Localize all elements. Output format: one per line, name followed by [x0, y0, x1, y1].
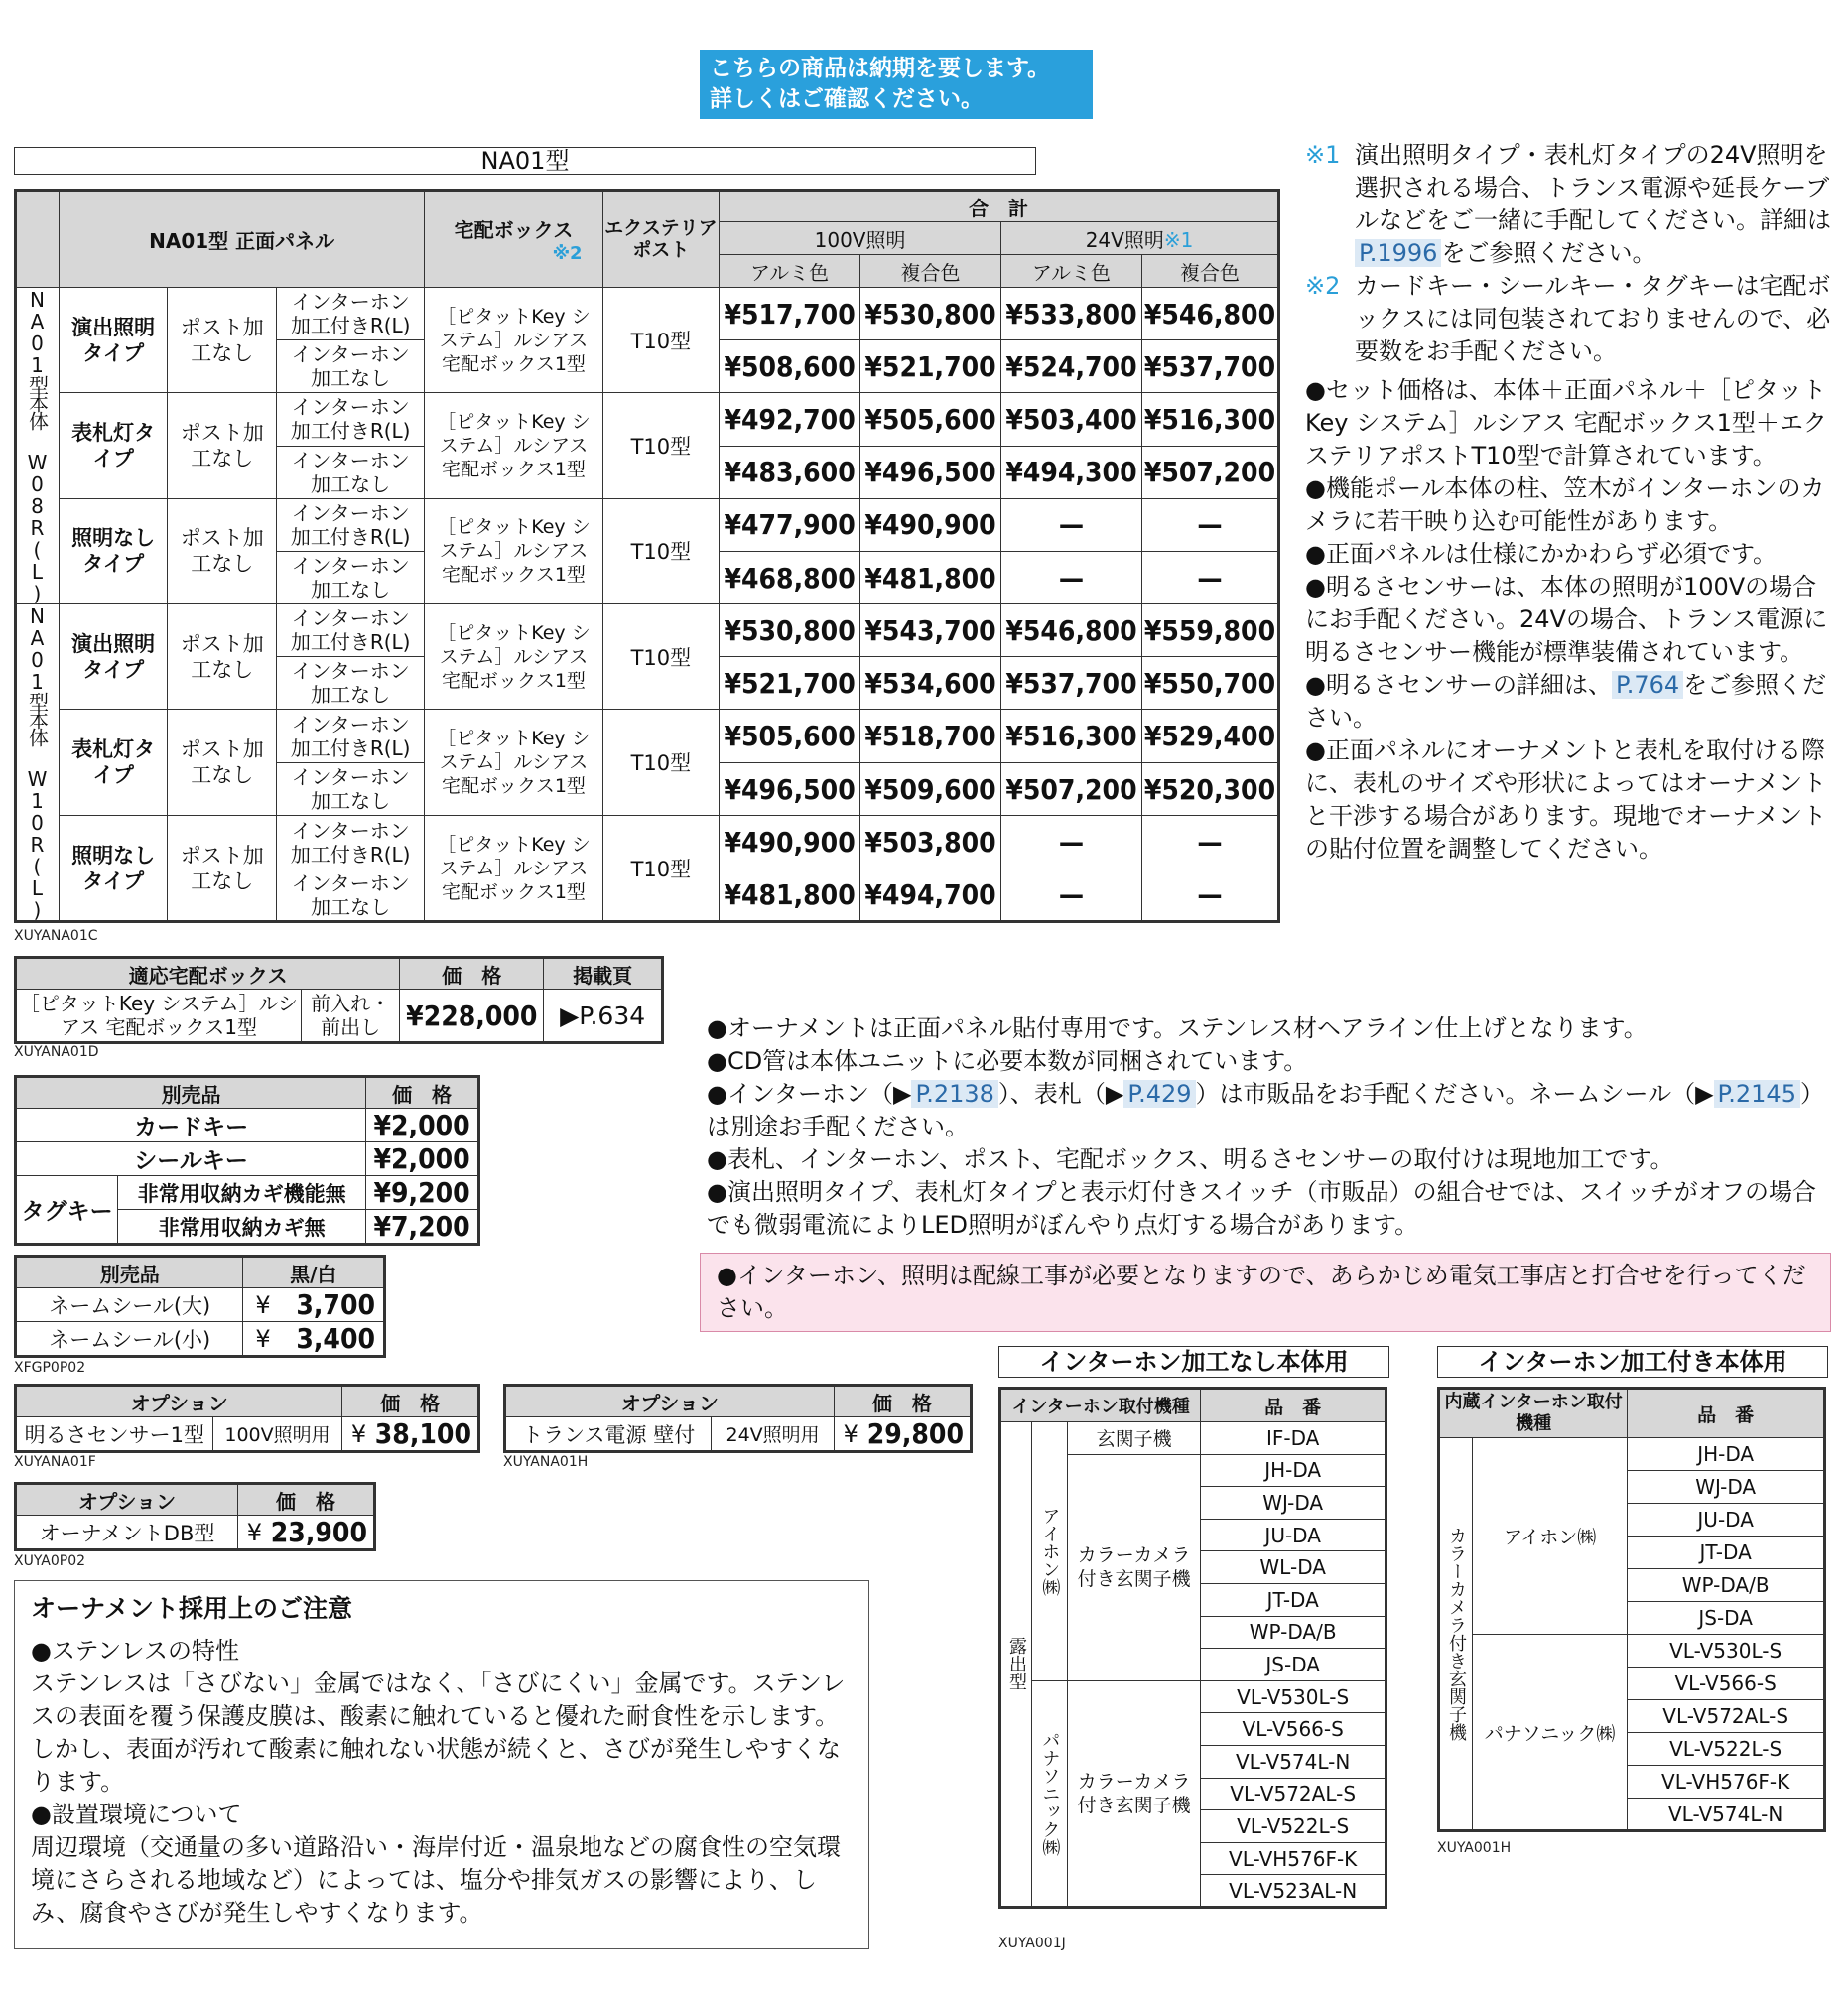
- ic2-row: [1439, 1438, 1825, 1471]
- intercom-ref-link[interactable]: P.2138: [911, 1080, 997, 1108]
- price-cell: ¥496,500: [860, 446, 1001, 498]
- intercom-option: インターホン加工なし: [276, 446, 424, 498]
- price-cell: ¥543,700: [860, 604, 1001, 657]
- price-cell: ¥505,600: [720, 710, 860, 763]
- price-cell: ¥509,600: [860, 763, 1001, 816]
- price-cell: ¥516,300: [1141, 393, 1278, 447]
- option-brightness-sensor-table: [14, 1384, 480, 1453]
- nameseal-small-price: 3,400: [283, 1322, 385, 1357]
- separate-items-keys-table: [14, 1075, 480, 1246]
- ic1-maker-panasonic: パナソニック㈱: [1031, 1680, 1067, 1907]
- exterior-post: T10型: [602, 498, 720, 604]
- price-cell: —: [1001, 816, 1142, 869]
- header-24v-note: ※1: [1163, 227, 1194, 252]
- ic1-part: IF-DA: [1201, 1422, 1386, 1455]
- ic1-color-cam: カラーカメラ付き玄関子機: [1067, 1680, 1201, 1907]
- price-cell: ¥494,700: [860, 869, 1001, 922]
- intercom-option: インターホン加工付きR(L): [276, 498, 424, 552]
- post-type: ポスト加工なし: [168, 604, 277, 710]
- price-row: [16, 288, 1279, 340]
- ic2-part: WJ-DA: [1628, 1471, 1825, 1504]
- header-box-note: ※2: [552, 243, 583, 264]
- exterior-post: T10型: [602, 393, 720, 499]
- price-row: [16, 604, 1279, 657]
- header-corner: [16, 191, 60, 288]
- ornament-caution-box: [14, 1580, 869, 1949]
- ic1-part: VL-V574L-N: [1201, 1745, 1386, 1778]
- note-commercial-d: ）は別途お手配ください。: [707, 1080, 1824, 1140]
- ic2-part: JH-DA: [1628, 1438, 1825, 1471]
- sensor-ref-link[interactable]: P.764: [1612, 671, 1683, 699]
- nameseal-large-price: 3,700: [283, 1288, 385, 1322]
- exterior-post: T10型: [602, 816, 720, 922]
- ic2-header-model: 内蔵インターホン取付機種: [1439, 1389, 1628, 1438]
- post-type: ポスト加工なし: [168, 816, 277, 922]
- price-cell: ¥517,700: [720, 288, 860, 340]
- nameseal-small-name: ネームシール(小): [16, 1322, 243, 1357]
- price-cell: ¥468,800: [720, 552, 860, 604]
- intercom-none-table: [998, 1387, 1387, 1909]
- ic2-part: VL-V522L-S: [1628, 1733, 1825, 1766]
- opt2-yen: ¥: [834, 1417, 866, 1452]
- price-cell: ¥496,500: [720, 763, 860, 816]
- ic1-part: VL-VH576F-K: [1201, 1842, 1386, 1875]
- ic2-part: JT-DA: [1628, 1537, 1825, 1569]
- ic2-part: WP-DA/B: [1628, 1569, 1825, 1602]
- tag-key-no-emergency-price: ¥7,200: [366, 1210, 479, 1245]
- opt1-header-price: 価 格: [342, 1386, 479, 1417]
- price-cell: ¥520,300: [1141, 763, 1278, 816]
- price-cell: ¥503,800: [860, 816, 1001, 869]
- middle-notes: [707, 1012, 1833, 1242]
- price-cell: ¥483,600: [720, 446, 860, 498]
- intercom-option: インターホン加工付きR(L): [276, 710, 424, 763]
- ic1-part: VL-V523AL-N: [1201, 1875, 1386, 1908]
- price-cell: ¥559,800: [1141, 604, 1278, 657]
- intercom-option: インターホン加工付きR(L): [276, 816, 424, 869]
- option-ornament-table: [14, 1482, 376, 1551]
- price-cell: ¥508,600: [720, 340, 860, 393]
- ic2-row: [1439, 1635, 1825, 1668]
- nameplate-ref-link[interactable]: P.429: [1123, 1080, 1195, 1108]
- banner-line-2: 詳しくはご確認ください。: [710, 86, 984, 112]
- exterior-post: T10型: [602, 710, 720, 816]
- ic2-part: VL-V530L-S: [1628, 1635, 1825, 1668]
- price-cell: ¥537,700: [1001, 657, 1142, 710]
- ic2-header-part: 品 番: [1628, 1389, 1825, 1438]
- price-cell: ¥518,700: [860, 710, 1001, 763]
- header-box: [425, 191, 602, 288]
- price-row: [16, 710, 1279, 763]
- right-notes: [1305, 139, 1833, 866]
- post-type: ポスト加工なし: [168, 288, 277, 393]
- lighting-type: 表札灯タイプ: [59, 710, 168, 816]
- bullet-camera: ●機能ポール本体の柱、笠木がインターホンのカメラに若干映り込む可能性があります。: [1305, 474, 1825, 535]
- note-1-ref-link[interactable]: P.1996: [1355, 239, 1441, 267]
- bullet-panel-required: ●正面パネルは仕様にかかわらず必須です。: [1305, 540, 1778, 568]
- bullet-sensor-detail: [1305, 669, 1833, 735]
- box-option: 前入れ・前出し: [301, 990, 399, 1043]
- ic1-part: VL-V572AL-S: [1201, 1778, 1386, 1810]
- price-cell: —: [1141, 552, 1278, 604]
- price-cell: ¥529,400: [1141, 710, 1278, 763]
- intercom-built-code: XUYA001H: [1437, 1840, 1512, 1856]
- ic1-genkan: 玄関子機: [1067, 1422, 1201, 1455]
- tag-key-label: タグキー: [16, 1176, 118, 1245]
- intercom-option: インターホン加工なし: [276, 869, 424, 922]
- lighting-type: 演出照明タイプ: [59, 604, 168, 710]
- banner-line-1: こちらの商品は納期を要します。: [710, 56, 1051, 81]
- note-onsite: ●表札、インターホン、ポスト、宅配ボックス、明るさセンサーの取付けは現地加工です。: [707, 1145, 1674, 1173]
- delivery-box: ［ピタットKey システム］ルシアス宅配ボックス1型: [425, 498, 602, 604]
- price-cell: ¥477,900: [720, 498, 860, 552]
- header-fukugo-24: 複合色: [1141, 255, 1278, 288]
- price-cell: ¥490,900: [860, 498, 1001, 552]
- opt1-name: 明るさセンサー1型: [16, 1417, 213, 1452]
- post-type: ポスト加工なし: [168, 393, 277, 499]
- delivery-box: ［ピタットKey システム］ルシアス宅配ボックス1型: [425, 604, 602, 710]
- price-cell: ¥530,800: [860, 288, 1001, 340]
- product-title: [14, 147, 1036, 175]
- intercom-none-code: XUYA001J: [998, 1936, 1066, 1951]
- delivery-box-table: [14, 956, 664, 1044]
- opt1-yen: ¥: [342, 1417, 375, 1452]
- note-1-end: をご参照ください。: [1441, 239, 1656, 267]
- note-commercial-a: ●インターホン（▶: [707, 1080, 912, 1108]
- box-header-page: 掲載頁: [544, 958, 663, 990]
- delivery-box: ［ピタットKey システム］ルシアス宅配ボックス1型: [425, 393, 602, 499]
- opt1-code: XUYANA01F: [14, 1454, 96, 1470]
- option-transformer-table: [503, 1384, 973, 1453]
- ic1-part: WP-DA/B: [1201, 1616, 1386, 1649]
- price-cell: —: [1141, 816, 1278, 869]
- opt2-sub: 24V照明用: [712, 1417, 834, 1452]
- price-cell: —: [1001, 552, 1142, 604]
- seal-key-name: シールキー: [16, 1142, 366, 1176]
- box-header-price: 価 格: [400, 958, 544, 990]
- nameseal-code: XFGP0P02: [14, 1360, 86, 1376]
- ic1-color-cam: カラーカメラ付き玄関子機: [1067, 1454, 1201, 1680]
- note-commercial-b: ）、表札（▶: [997, 1080, 1124, 1108]
- bullet-sensor: ●明るさセンサーは、本体の照明が100Vの場合にお手配ください。24Vの場合、トランス電源に明るさセンサー機能が標準装備されています。: [1305, 573, 1828, 666]
- post-type: ポスト加工なし: [168, 498, 277, 604]
- box-price: ¥228,000: [400, 990, 544, 1043]
- header-post: エクステリアポスト: [602, 191, 720, 288]
- lighting-type: 表札灯タイプ: [59, 393, 168, 499]
- price-cell: ¥533,800: [1001, 288, 1142, 340]
- header-fukugo-100: 複合色: [860, 255, 1001, 288]
- exterior-post: T10型: [602, 604, 720, 710]
- price-cell: ¥505,600: [860, 393, 1001, 447]
- intercom-built-table: [1437, 1387, 1826, 1832]
- intercom-option: インターホン加工付きR(L): [276, 288, 424, 340]
- price-cell: ¥516,300: [1001, 710, 1142, 763]
- header-box-label: 宅配ボックス: [454, 218, 574, 242]
- ic1-part: WL-DA: [1201, 1551, 1386, 1584]
- intercom-option: インターホン加工付きR(L): [276, 393, 424, 447]
- ic2-part: JS-DA: [1628, 1602, 1825, 1635]
- bullet-sensor-detail-end: をご参照ください。: [1305, 671, 1827, 732]
- price-cell: ¥507,200: [1141, 446, 1278, 498]
- ic2-maker-panasonic: パナソニック㈱: [1472, 1635, 1627, 1831]
- intercom-option: インターホン加工なし: [276, 552, 424, 604]
- note-commercial: [707, 1078, 1833, 1143]
- ic1-row: [1000, 1422, 1386, 1455]
- opt2-name: トランス電源 壁付: [505, 1417, 712, 1452]
- ic1-part: VL-V522L-S: [1201, 1810, 1386, 1843]
- nameseal-large-yen: ¥: [243, 1288, 283, 1322]
- price-cell: ¥492,700: [720, 393, 860, 447]
- price-cell: ¥546,800: [1141, 288, 1278, 340]
- tag-key-emergency-func-name: 非常用収納カギ機能無: [118, 1176, 366, 1210]
- price-cell: ¥481,800: [860, 552, 1001, 604]
- caution-subhead-environment: ●設置環境について: [31, 1801, 242, 1828]
- ic1-header-part: 品 番: [1201, 1389, 1386, 1422]
- card-key-price: ¥2,000: [366, 1109, 479, 1142]
- opt2-header-name: オプション: [505, 1386, 835, 1417]
- ic1-part: JH-DA: [1201, 1454, 1386, 1487]
- price-cell: ¥530,800: [720, 604, 860, 657]
- opt3-header-price: 価 格: [238, 1484, 375, 1516]
- post-type: ポスト加工なし: [168, 710, 277, 816]
- caution-subhead-stainless: ●ステンレスの特性: [31, 1637, 239, 1665]
- price-cell: ¥490,900: [720, 816, 860, 869]
- opt2-price: 29,800: [867, 1417, 972, 1452]
- ic2-part: JU-DA: [1628, 1504, 1825, 1537]
- note-2-text: カードキー・シールキー・タグキーは宅配ボックスには同包装されておりませんので、必要数をお手配ください。: [1355, 272, 1831, 365]
- nameseal-large-name: ネームシール(大): [16, 1288, 243, 1322]
- bullet-set-price: ●セット価格は、本体＋正面パネル＋［ピタットKey システム］ルシアス 宅配ボックス1型＋エクステリアポストT10型で計算されています。: [1305, 376, 1827, 469]
- body-variant-label: NA01型本体 W10R(L): [16, 604, 60, 922]
- price-cell: ¥546,800: [1001, 604, 1142, 657]
- lighting-type: 照明なしタイプ: [59, 816, 168, 922]
- opt3-name: オーナメントDB型: [16, 1516, 238, 1550]
- header-alumi-100: アルミ色: [720, 255, 860, 288]
- body-variant-label: NA01型本体 W08R(L): [16, 288, 60, 604]
- header-panel: NA01型 正面パネル: [59, 191, 424, 288]
- ic2-header-row: [1439, 1389, 1825, 1438]
- price-cell: ¥481,800: [720, 869, 860, 922]
- intercom-option: インターホン加工なし: [276, 340, 424, 393]
- separate-items-nameseal-table: [14, 1255, 386, 1358]
- nameseal-ref-link[interactable]: P.2145: [1714, 1080, 1800, 1108]
- header-24v: [1001, 222, 1279, 255]
- nameseal-small-yen: ¥: [243, 1322, 283, 1357]
- ic1-part: JS-DA: [1201, 1649, 1386, 1681]
- opt1-sub: 100V照明用: [212, 1417, 342, 1452]
- ic2-maker-aiphone: アイホン㈱: [1472, 1438, 1627, 1635]
- price-cell: ¥494,300: [1001, 446, 1142, 498]
- lighting-type: 照明なしタイプ: [59, 498, 168, 604]
- note-cd-pipe: ●CD管は本体ユニットに必要本数が同梱されています。: [707, 1047, 1308, 1075]
- delivery-box: ［ピタットKey システム］ルシアス宅配ボックス1型: [425, 710, 602, 816]
- keys-header-name: 別売品: [16, 1077, 366, 1109]
- price-cell: —: [1141, 869, 1278, 922]
- ic1-part: WJ-DA: [1201, 1487, 1386, 1520]
- price-row: [16, 498, 1279, 552]
- header-alumi-24: アルミ色: [1001, 255, 1142, 288]
- opt3-price: 23,900: [271, 1516, 375, 1550]
- nameseal-header-name: 別売品: [16, 1257, 243, 1288]
- intercom-none-title: インターホン加工なし本体用: [998, 1346, 1389, 1378]
- header-total: 合 計: [720, 191, 1279, 222]
- price-row: [16, 393, 1279, 447]
- intercom-option: インターホン加工なし: [276, 763, 424, 816]
- box-header-name: 適応宅配ボックス: [16, 958, 400, 990]
- tag-key-no-emergency-name: 非常用収納カギ無: [118, 1210, 366, 1245]
- card-key-name: カードキー: [16, 1109, 366, 1142]
- box-page-link[interactable]: ▶P.634: [544, 990, 663, 1043]
- ic1-row: [1000, 1680, 1386, 1713]
- price-cell: —: [1001, 498, 1142, 552]
- price-cell: ¥521,700: [860, 340, 1001, 393]
- wiring-warning-box: ●インターホン、照明は配線工事が必要となりますので、あらかじめ電気工事店と打合せを行ってください。: [700, 1253, 1831, 1332]
- price-cell: ¥524,700: [1001, 340, 1142, 393]
- tag-key-emergency-func-price: ¥9,200: [366, 1176, 479, 1210]
- caution-title: オーナメント採用上のご注意: [31, 1594, 353, 1623]
- ic1-part: JT-DA: [1201, 1583, 1386, 1616]
- ic1-type: 露出型: [1000, 1422, 1032, 1908]
- note-commercial-c: ）は市販品をお手配ください。ネームシール（▶: [1195, 1080, 1714, 1108]
- main-price-table: [14, 189, 1280, 923]
- opt3-code: XUYA0P02: [14, 1553, 86, 1569]
- opt2-code: XUYANA01H: [503, 1454, 589, 1470]
- intercom-built-title: インターホン加工付き本体用: [1437, 1346, 1828, 1378]
- price-cell: —: [1001, 869, 1142, 922]
- header-100v: 100V照明: [720, 222, 1001, 255]
- price-cell: ¥534,600: [860, 657, 1001, 710]
- bullet-ornament: ●正面パネルにオーナメントと表札を取付ける際に、表札のサイズや形状によってはオーナメントと干渉する場合があります。現地でオーナメントの貼付位置を調整してください。: [1305, 736, 1827, 863]
- keys-header-price: 価 格: [366, 1077, 479, 1109]
- nameseal-header-color: 黒/白: [243, 1257, 385, 1288]
- price-cell: —: [1141, 498, 1278, 552]
- note-led: ●演出照明タイプ、表札灯タイプと表示灯付きスイッチ（市販品）の組合せでは、スイッチがオフの場合でも微弱電流によりLED照明がぼんやり点灯する場合があります。: [707, 1178, 1816, 1239]
- price-row: [16, 816, 1279, 869]
- price-cell: ¥503,400: [1001, 393, 1142, 447]
- note-1-text: 演出照明タイプ・表札灯タイプの24V照明を選択される場合、トランス電源や延長ケーブルなどをご一緒に手配してください。詳細は: [1355, 141, 1831, 234]
- box-name: ［ピタットKey システム］ルシアス 宅配ボックス1型: [16, 990, 302, 1043]
- price-cell: ¥550,700: [1141, 657, 1278, 710]
- note-1: [1305, 139, 1833, 270]
- opt2-header-price: 価 格: [834, 1386, 971, 1417]
- ic2-part: VL-VH576F-K: [1628, 1766, 1825, 1799]
- note-2-mark: ※2: [1305, 272, 1341, 300]
- ic2-type: カラーカメラ付き玄関子機: [1439, 1438, 1473, 1831]
- ic1-header-row: [1000, 1389, 1386, 1422]
- note-2: [1305, 270, 1833, 368]
- price-cell: ¥537,700: [1141, 340, 1278, 393]
- ic1-maker-aiphone: アイホン㈱: [1031, 1422, 1067, 1681]
- delivery-box: ［ピタットKey システム］ルシアス宅配ボックス1型: [425, 816, 602, 922]
- bullet-sensor-detail-text: ●明るさセンサーの詳細は、: [1305, 671, 1612, 699]
- delivery-box: ［ピタットKey システム］ルシアス宅配ボックス1型: [425, 288, 602, 393]
- opt1-price: 38,100: [375, 1417, 479, 1452]
- ic1-part: VL-V530L-S: [1201, 1680, 1386, 1713]
- ic1-header-model: インターホン取付機種: [1000, 1389, 1201, 1422]
- opt3-header-name: オプション: [16, 1484, 238, 1516]
- intercom-option: インターホン加工なし: [276, 657, 424, 710]
- ic1-part: JU-DA: [1201, 1519, 1386, 1551]
- ic1-part: VL-V566-S: [1201, 1713, 1386, 1746]
- main-table-code: XUYANA01C: [14, 928, 98, 944]
- note-1-mark: ※1: [1305, 141, 1341, 169]
- opt3-yen: ¥: [238, 1516, 271, 1550]
- exterior-post: T10型: [602, 288, 720, 393]
- intercom-option: インターホン加工付きR(L): [276, 604, 424, 657]
- ic2-part: VL-V566-S: [1628, 1668, 1825, 1700]
- caution-environment-text: 周辺環境（交通量の多い道路沿い・海岸付近・温泉地などの腐食性の空気環境にさらされる地域など）によっては、塩分や排気ガスの影響により、しみ、腐食やさびが発生しやすくなります。: [31, 1833, 841, 1927]
- product-title-text: NA01型: [480, 147, 570, 175]
- ic2-part: VL-V572AL-S: [1628, 1700, 1825, 1733]
- price-cell: ¥507,200: [1001, 763, 1142, 816]
- note-ornament: ●オーナメントは正面パネル貼付専用です。ステンレス材ヘアライン仕上げとなります。: [707, 1014, 1648, 1042]
- price-cell: ¥521,700: [720, 657, 860, 710]
- opt1-header-name: オプション: [16, 1386, 342, 1417]
- box-table-code: XUYANA01D: [14, 1044, 99, 1060]
- caution-stainless-text: ステンレスは「さびない」金属ではなく、「さびにくい」金属です。ステンレスの表面を覆う保護皮膜は、酸素に触れていると優れた耐食性を示します。しかし、表面が汚れて酸素に触れない状態が続くと、さびが発生しやすくなります。: [31, 1670, 846, 1796]
- seal-key-price: ¥2,000: [366, 1142, 479, 1176]
- header-24v-label: 24V照明: [1085, 227, 1164, 252]
- ic2-part: VL-V574L-N: [1628, 1799, 1825, 1831]
- lighting-type: 演出照明タイプ: [59, 288, 168, 393]
- delivery-notice-banner: [700, 50, 1093, 119]
